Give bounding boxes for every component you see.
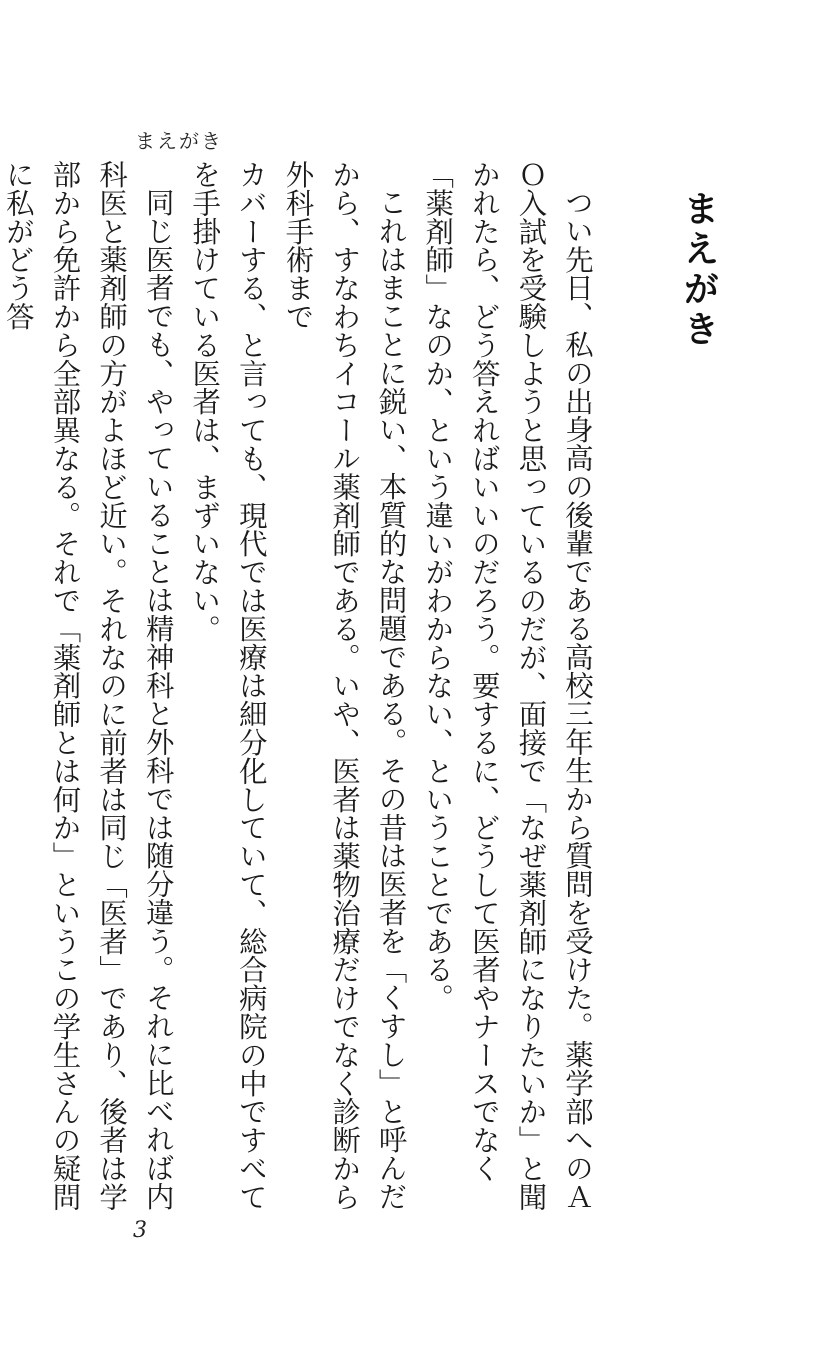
running-header: まえがき [135,129,223,153]
paragraph-2-continuation: カバーする、と言っても、現代では医療は細分化していて、総合病院の中ですべてを手掛けている医者は、まずいない。 [188,160,268,1211]
chapter-title: まえがき [678,190,720,350]
paragraph-1: つい先日、私の出身高の後輩である高校三年生から質問を受けた。薬学部へのＡＯ入試を受験しようと思っているのだが、面接で「なぜ薬剤師になりたいか」と聞かれたら、どう答えればいいのだろう。要するに、どうして医者やナースでなく「薬剤師」なのか、という違いがわからない、ということである。 [421,160,594,1211]
page-number: 3 [133,1218,147,1243]
paragraph-2: これはまことに鋭い、本質的な問題である。その昔は医者を「くすし」と呼んだから、すなわちイコール薬剤師である。いや、医者は薬物治療だけでなく診断から外科手術まで [281,160,408,1211]
paragraph-3: 同じ医者でも、やっていることは精神科と外科では随分違う。それに比べれば内科医と薬剤師の方がよほど近い。それなのに前者は同じ「医者」であり、後者は学部から免許から全部異なる。それで「薬剤師とは何か」というこの学生さんの疑問に私がどう答 [1,160,175,1211]
body-text [1,160,600,1230]
